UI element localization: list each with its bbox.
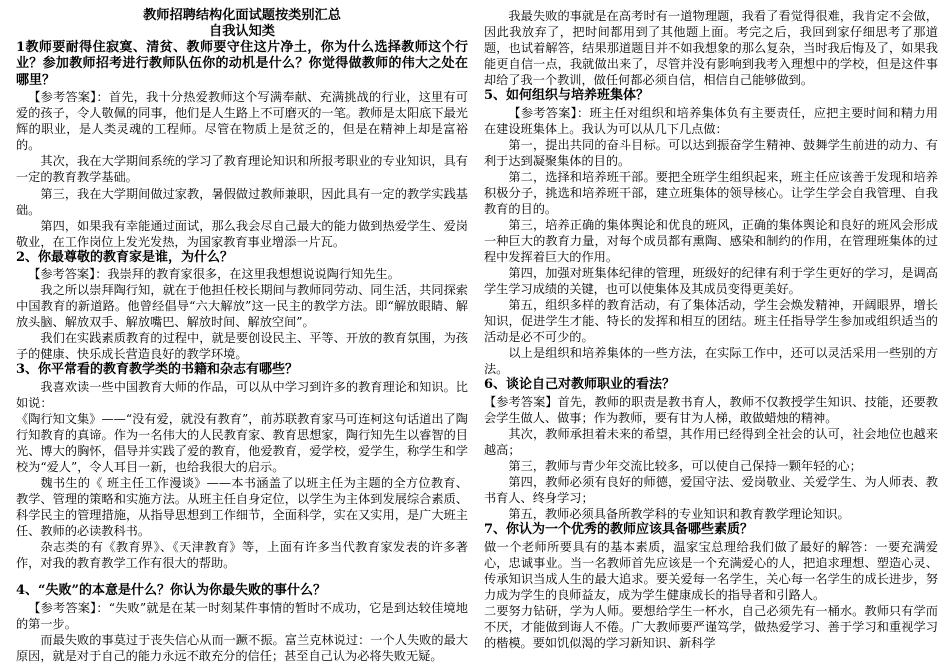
answer-paragraph: 其次，教师承担着未来的希望，其作用已经得到全社会的认可，社会地位也越来越高；	[484, 426, 938, 457]
answer-paragraph: 我喜欢读一些中国教育大师的作品，可以从中学习到许多的教育理论和知识。比如说：	[16, 379, 468, 410]
answer-paragraph: 其次，我在大学期间系统的学习了教育理论知识和所报考职业的专业知识，具有一定的教育教学基础。	[16, 154, 468, 185]
document-title: 教师招聘结构化面试题按类别汇总	[143, 8, 341, 23]
answer-paragraph: 以上是组织和培养集体的一些方法，在实际工作中，还可以灵活采用一些别的方法。	[484, 346, 938, 377]
answer-paragraph: 【参考答案】：首先，我十分热爱教师这个写满奉献、充满挑战的行业，这里有可爱的孩子，令人敬佩的同事，他们是人生路上不可磨灭的一笔。教师是太阳底下最光辉的职业，是人类灵魂的工程师。尽管在物质上是贫乏的，但是在精神上却是富裕的。	[16, 90, 468, 153]
answer-paragraph: 第五，组织多样的教育活动，有了集体活动，学生会焕发精神，开阔眼界，增长知识，促进学生才能、特长的发挥和相互的团结。班主任指导学生参加或组织适当的活动是必不可少的。	[484, 298, 938, 345]
answer-paragraph: 第一，提出共同的奋斗目标。可以达到振奋学生精神、鼓舞学生前进的动力、有利于达到凝聚集体的目的。	[484, 137, 938, 168]
answer-paragraph: 第三，我在大学期间做过家教，暑假做过教师兼职，因此具有一定的教学实践基础。	[16, 186, 468, 217]
category-heading: 自我认知类	[209, 24, 275, 39]
right-column	[484, 8, 938, 651]
answer-paragraph: 《陶行知文集》——“没有爱，就没有教育”，前苏联教育家马可连柯这句话道出了陶行知教育的真谛。作为一名伟大的人民教育家、教育思想家，陶行知先生以睿智的目光、博大的胸怀，倡导并实践了爱的教育，他爱教育，爱学校，爱学生，称学生和学校为“爱人”，令人耳目一新，也给我很大的启示。	[16, 411, 468, 475]
blank-line	[16, 571, 468, 583]
question-heading: 1教师要耐得住寂寞、清贫、教师要守住这片净土，你为什么选择教师这个行业？参加教师招考进行教师队伍你的动机是什么？你觉得做教师的伟大之处在哪里？	[16, 40, 468, 88]
answer-paragraph: 杂志类的有《教育界》、《天津教育》等，上面有许多当代教育家发表的许多著作，对我的教育教学工作有很大的帮助。	[16, 540, 468, 571]
answer-paragraph: 【参考答案】：班主任对组织和培养集体负有主要责任，应把主要时间和精力用在建设班集体上。我认为可以从几下几点做：	[484, 105, 938, 136]
answer-paragraph: 第三，教师与青少年交流比较多，可以使自己保持一颗年轻的心；	[508, 459, 862, 474]
answer-paragraph: 我们在实践素质教育的过程中，就是要创设民主、平等、开放的教育氛围，为孩子的健康、快乐成长营造良好的教学环境。	[16, 331, 468, 362]
question-heading: 5、如何组织与培养班集体？	[484, 88, 650, 104]
answer-paragraph: 而最失败的事莫过于丧失信心从而一蹶不振。富兰克林说过：一个人失败的最大原因，就是对于自己的能力永远不敢充分的信任；甚至自己认为必将失败无疑。	[16, 632, 468, 663]
answer-paragraph: 二要努力钻研，学为人师。要想给学生一杯水，自己必须先有一桶水。教师只有学而不厌，才能做到诲人不倦。广大教师要严谨笃学，做热爱学习、善于学习和重视学习的楷模。要如饥似渴的学习新知识、新科学	[484, 603, 938, 650]
left-column	[16, 8, 468, 664]
question-heading: 4、“失败”的本意是什么？你认为你最失败的事什么？	[16, 583, 327, 599]
answer-paragraph: 我最失败的事就是在高考时有一道物理题，我看了看觉得很难，我肯定不会做，因此我放弃了，把时间都用到了其他题上面。考完之后，我回到家仔细思考了那道题，也试着解答，结果那道题目并不如我想象的那么复杂，当时我后悔及了，如果我能更自信一点，我就做出来了，尽管并没有影响到我考入理想中的学校，但是这件事却给了我一个教训，做任何都必须自信，相信自己能够做到。	[484, 9, 938, 88]
question-heading: 7、你认为一个优秀的教师应该具备哪些素质？	[484, 522, 754, 538]
answer-paragraph: 我之所以崇拜陶行知，就在于他担任校长期间与教师同劳动、同生活，共同探索中国教育的新道路。他曾经倡导“六大解放”这一民主的教学方法。即“解放眼睛、解放头脑、解放双手、解放嘴巴、解放时间、解放空间”。	[16, 283, 468, 330]
answer-paragraph: 第四，教师必须有良好的师德，爱国守法、爱岗敬业、关爱学生、为人师表、教书育人、终身学习；	[484, 475, 938, 506]
answer-paragraph: 第四，加强对班集体纪律的管理，班级好的纪律有利于学生更好的学习，是调高学生学习成绩的关键，也可以使集体及其成员变得更美好。	[484, 266, 938, 297]
answer-paragraph: 【参考答案】：“失败”就是在某一时刻某件事情的暂时不成功，它是到达较佳境地的第一步。	[16, 600, 468, 631]
question-heading: 6、谈论自己对教师职业的看法？	[484, 377, 676, 393]
answer-paragraph: 第五，教师必须具备所教学科的专业知识和教育教学理论知识。	[508, 507, 850, 522]
question-heading: 3、你平常看的教育教学类的书籍和杂志有哪些？	[16, 362, 299, 378]
answer-paragraph: 做一个老师所要具有的基本素质，温家宝总理给我们做了最好的解答：一要充满爱心，忠诚事业。当一名教师首先应该是一个充满爱心的人，把追求理想、塑造心灵、传承知识当成人生的最大追求。要关爱每一名学生，关心每一名学生的成长进步，努力成为学生的良师益友，成为学生健康成长的指导者和引路人。	[484, 539, 938, 602]
answer-paragraph: 【参考答案】首先，教师的职责是教书育人，教师不仅教授学生知识、技能，还要教会学生做人、做事；作为教师，要有甘为人梯，敢做蜡烛的精神。	[484, 394, 938, 425]
answer-paragraph: 第四，如果我有幸能通过面试，那么我会尽自己最大的能力做到热爱学生、爱岗敬业，在工作岗位上发光发热，为国家教育事业增添一片瓦。	[16, 218, 468, 249]
question-heading: 2、你最尊敬的教育家是谁，为什么？	[16, 249, 234, 265]
answer-paragraph: 魏书生的《 班主任工作漫谈》——本书涵盖了以班主任为主题的全方位教育、教学、管理的策略和实施方法。从班主任自身定位，以学生为主体到发展综合素质、科学民主的管理措施，从指导思想到工作细节，全面科学，实在又实用，是广大班主任、教师的必读教科书。	[16, 476, 468, 539]
answer-paragraph: 【参考答案】：我崇拜的教育家很多，在这里我想想说说陶行知先生。	[28, 267, 400, 282]
answer-paragraph: 第三，培养正确的集体舆论和优良的班风，正确的集体舆论和良好的班风会形成一种巨大的教育力量，对每个成员都有熏陶、感染和制约的作用，在管理班集体的过程中发挥着巨大的作用。	[484, 217, 938, 265]
answer-paragraph: 第二，选择和培养班干部。要把全班学生组织起来，班主任应该善于发现和培养积极分子，挑选和培养班干部，建立班集体的领导核心。让学生学会自我管理、自我教育的目的。	[484, 169, 938, 216]
